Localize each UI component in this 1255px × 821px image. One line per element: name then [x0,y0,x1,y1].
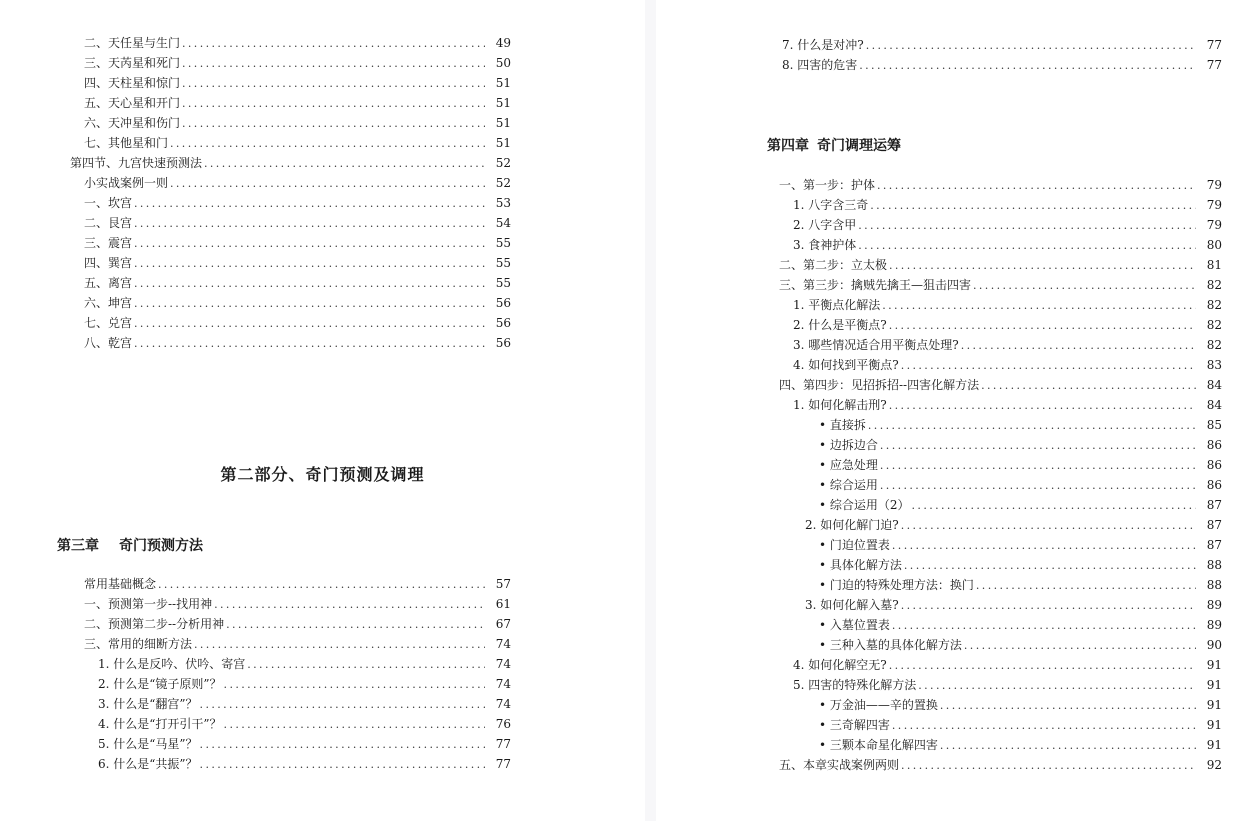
dot-leader [247,655,485,675]
toc-entry-label: 一、第一步：护体 [779,178,876,192]
toc-entry-page-number: 88 [1206,558,1222,572]
toc-entry-page-number: 83 [1206,358,1222,372]
toc-entry-label: • 综合运用（2） [819,498,910,512]
toc-entry[interactable] [779,375,1222,395]
toc-entry[interactable] [70,333,511,353]
dot-leader [170,134,485,154]
toc-entry-page-number: 74 [495,657,511,671]
dot-leader [892,536,1196,556]
toc-entry-page-number: 51 [495,116,511,130]
toc-entry-page-number: 55 [495,236,511,250]
toc-entry-page-number: 79 [1206,218,1222,232]
dot-leader [901,596,1196,616]
dot-leader [200,755,485,775]
toc-entry-label: 3. 什么是“翻宫”？ [98,697,198,711]
toc-entry[interactable] [70,93,511,113]
toc-entry-page-number: 84 [1206,398,1222,412]
dot-leader [204,154,485,174]
dot-leader [892,616,1196,636]
toc-entry[interactable] [70,233,511,253]
toc-entry-page-number: 89 [1206,618,1222,632]
toc-entry[interactable] [84,654,511,674]
toc-entry-label: • 直接拆 [819,418,866,432]
toc-entry-label: 8. 四害的危害 [782,58,858,72]
toc-entry-label: • 三种入墓的具体化解方法 [819,638,962,652]
dot-leader [134,194,485,214]
toc-entry-page-number: 88 [1206,578,1222,592]
dot-leader [170,174,485,194]
toc-entry[interactable] [779,555,1222,575]
toc-entry-page-number: 79 [1206,198,1222,212]
toc-entry-label: 八、乾宫 [84,336,133,350]
toc-entry-page-number: 92 [1206,758,1222,772]
toc-entry[interactable] [84,674,511,694]
dot-leader [880,456,1196,476]
toc-entry-label: 六、天冲星和伤门 [84,116,181,130]
toc-entry-label: 五、本章实战案例两则 [779,758,900,772]
toc-entry-page-number: 74 [495,697,511,711]
dot-leader [889,396,1196,416]
chapter-number: 第三章 [57,538,99,554]
toc-entry[interactable] [768,35,1222,55]
toc-entry-page-number: 91 [1206,658,1222,672]
toc-entry-page-number: 53 [495,196,511,210]
toc-entry-page-number: 91 [1206,678,1222,692]
toc-entry[interactable] [779,615,1222,635]
toc-entry[interactable] [70,273,511,293]
dot-leader [918,676,1196,696]
toc-entry-page-number: 77 [495,737,511,751]
toc-entry[interactable] [768,55,1222,75]
toc-entry-label: 2. 什么是“镜子原则”？ [98,677,222,691]
toc-entry-label: 二、天任星与生门 [84,36,181,50]
toc-entry-label: • 具体化解方法 [819,558,902,572]
dot-leader [901,516,1196,536]
toc-entry[interactable] [779,755,1222,775]
dot-leader [889,316,1196,336]
toc-entry-page-number: 52 [495,176,511,190]
toc-entry[interactable] [779,175,1222,195]
toc-entry-page-number: 51 [495,76,511,90]
dot-leader [182,114,485,134]
dot-leader [134,254,485,274]
toc-entry[interactable] [779,475,1222,495]
toc-entry[interactable] [779,195,1222,215]
toc-entry[interactable] [779,455,1222,475]
toc-entry-label: • 综合运用 [819,478,878,492]
chapter-title: 奇门预测方法 [119,538,203,554]
toc-entry-page-number: 61 [495,597,511,611]
toc-entry-label: 5. 什么是“马星”？ [98,737,198,751]
toc-entry[interactable] [779,255,1222,275]
dot-leader [134,334,485,354]
toc-entry-page-number: 84 [1206,378,1222,392]
toc-entry-label: • 应急处理 [819,458,878,472]
toc-entry[interactable] [779,355,1222,375]
toc-entry-page-number: 87 [1206,538,1222,552]
dot-leader [961,336,1196,356]
toc-entry-label: 四、巽宫 [84,256,133,270]
toc-list-left-top [70,33,511,353]
toc-entry[interactable] [779,715,1222,735]
toc-entry[interactable] [779,335,1222,355]
toc-entry-label: 二、艮宫 [84,216,133,230]
dot-leader [973,276,1196,296]
toc-entry-label: 二、预测第二步--分析用神 [84,617,225,631]
toc-entry[interactable] [70,53,511,73]
toc-entry-page-number: 56 [495,316,511,330]
dot-leader [901,756,1196,776]
dot-leader [870,196,1196,216]
dot-leader [904,556,1196,576]
toc-entry-page-number: 55 [495,276,511,290]
toc-entry[interactable] [70,193,511,213]
dot-leader [182,34,485,54]
toc-entry[interactable] [779,295,1222,315]
toc-entry-label: 三、第三步：擒贼先擒王—狙击四害 [779,278,972,292]
dot-leader [224,675,485,695]
dot-leader [964,636,1196,656]
toc-entry-page-number: 52 [495,156,511,170]
toc-entry-label: 4. 什么是“打开引干”？ [98,717,222,731]
toc-entry-page-number: 80 [1206,238,1222,252]
toc-entry-label: 2. 什么是平衡点? [793,318,887,332]
toc-entry-label: 三、常用的细断方法 [84,637,193,651]
toc-entry-label: • 万金油——辛的置换 [819,698,938,712]
toc-entry-page-number: 51 [495,96,511,110]
toc-list-right-bottom [779,175,1222,775]
toc-entry[interactable] [84,694,511,714]
toc-entry[interactable] [779,235,1222,255]
toc-entry-label: 一、坎宫 [84,196,133,210]
dot-leader [882,296,1196,316]
toc-list-right-top [768,35,1222,75]
toc-entry-page-number: 77 [1206,38,1222,52]
dot-leader [158,575,485,595]
toc-entry[interactable] [84,634,511,654]
toc-entry-label: • 入墓位置表 [819,618,890,632]
dot-leader [940,736,1196,756]
dot-leader [880,476,1196,496]
toc-entry-label: 第四节、九宫快速预测法 [70,156,203,170]
chapter-3-heading [57,535,203,555]
dot-leader [889,256,1196,276]
toc-entry-label: 1. 平衡点化解法 [793,298,881,312]
toc-entry[interactable] [84,754,511,774]
dot-leader [200,695,485,715]
toc-entry[interactable] [779,655,1222,675]
dot-leader [858,216,1196,236]
dot-leader [134,214,485,234]
toc-entry-label: 六、坤宫 [84,296,133,310]
toc-entry-page-number: 77 [1206,58,1222,72]
toc-entry[interactable] [779,515,1222,535]
toc-entry-label: 四、第四步：见招拆招--四害化解方法 [779,378,980,392]
toc-entry[interactable] [70,253,511,273]
toc-entry-page-number: 90 [1206,638,1222,652]
dot-leader [226,615,485,635]
toc-entry[interactable] [84,734,511,754]
toc-entry-label: • 三奇解四害 [819,718,890,732]
toc-entry[interactable] [779,435,1222,455]
dot-leader [200,735,485,755]
toc-entry-page-number: 67 [495,617,511,631]
toc-entry[interactable] [70,313,511,333]
toc-entry[interactable] [779,635,1222,655]
toc-entry[interactable] [779,735,1222,755]
toc-entry-label: 5. 四害的特殊化解方法 [793,678,917,692]
toc-entry-page-number: 79 [1206,178,1222,192]
toc-entry-label: 3. 哪些情况适合用平衡点处理? [793,338,959,352]
toc-entry[interactable] [779,415,1222,435]
toc-entry-page-number: 49 [495,36,511,50]
toc-entry[interactable] [779,535,1222,555]
toc-entry-page-number: 86 [1206,478,1222,492]
dot-leader [892,716,1196,736]
toc-entry-page-number: 57 [495,577,511,591]
toc-entry[interactable] [779,315,1222,335]
dot-leader [868,416,1196,436]
toc-entry[interactable] [779,575,1222,595]
toc-entry-page-number: 86 [1206,458,1222,472]
toc-entry-page-number: 74 [495,637,511,651]
toc-entry[interactable] [779,675,1222,695]
chapter-title: 奇门调理运筹 [817,138,901,154]
toc-list-left-bottom [84,574,511,774]
dot-leader [880,436,1196,456]
toc-entry-label: 4. 如何找到平衡点? [793,358,899,372]
toc-entry-page-number: 74 [495,677,511,691]
toc-entry-label: 1. 如何化解击刑? [793,398,887,412]
toc-entry-label: 五、离宫 [84,276,133,290]
toc-entry-label: 3. 如何化解入墓? [805,598,899,612]
dot-leader [134,294,485,314]
toc-entry-page-number: 91 [1206,738,1222,752]
toc-entry[interactable] [70,113,511,133]
toc-entry-label: 小实战案例一则 [84,176,169,190]
toc-entry-page-number: 87 [1206,498,1222,512]
toc-entry-label: • 门迫的特殊处理方法：换门 [819,578,974,592]
toc-entry-label: 五、天心星和开门 [84,96,181,110]
toc-entry[interactable] [84,714,511,734]
dot-leader [889,656,1196,676]
dot-leader [912,496,1196,516]
toc-entry-label: 4. 如何化解空无? [793,658,887,672]
toc-entry-page-number: 85 [1206,418,1222,432]
part-title: 第二部分、奇门预测及调理 [220,465,425,484]
dot-leader [182,74,485,94]
toc-entry-page-number: 82 [1206,298,1222,312]
toc-entry[interactable] [779,495,1222,515]
toc-entry[interactable] [70,173,511,193]
toc-entry[interactable] [84,574,511,594]
chapter-number: 第四章 [767,138,809,154]
toc-entry-label: 7. 什么是对冲? [782,38,864,52]
dot-leader [224,715,485,735]
toc-entry-page-number: 54 [495,216,511,230]
toc-entry-label: • 门迫位置表 [819,538,890,552]
toc-entry-label: 常用基础概念 [84,577,157,591]
toc-entry[interactable] [779,215,1222,235]
toc-entry-page-number: 56 [495,296,511,310]
dot-leader [901,356,1196,376]
toc-entry[interactable] [779,275,1222,295]
dot-leader [940,696,1196,716]
toc-entry-page-number: 89 [1206,598,1222,612]
toc-entry[interactable] [779,595,1222,615]
dot-leader [214,595,485,615]
toc-entry-page-number: 56 [495,336,511,350]
toc-entry-page-number: 77 [495,757,511,771]
dot-leader [194,635,485,655]
dot-leader [182,94,485,114]
toc-entry[interactable] [70,213,511,233]
toc-entry-label: 3. 食神护体 [793,238,857,252]
toc-entry-label: 1. 八字含三奇 [793,198,869,212]
toc-entry-page-number: 87 [1206,518,1222,532]
toc-entry-page-number: 91 [1206,718,1222,732]
toc-entry-label: 四、天柱星和惊门 [84,76,181,90]
toc-entry-label: • 边拆边合 [819,438,878,452]
dot-leader [182,54,485,74]
toc-entry-label: 七、兑宫 [84,316,133,330]
toc-entry-label: • 三颗本命星化解四害 [819,738,938,752]
toc-entry-page-number: 86 [1206,438,1222,452]
dot-leader [981,376,1196,396]
toc-entry-page-number: 55 [495,256,511,270]
toc-entry[interactable] [84,614,511,634]
chapter-4-heading [767,135,901,155]
toc-entry-page-number: 50 [495,56,511,70]
dot-leader [976,576,1196,596]
toc-entry-page-number: 51 [495,136,511,150]
page-gutter [645,0,656,821]
toc-entry-label: 七、其他星和门 [84,136,169,150]
dot-leader [134,274,485,294]
toc-entry-label: 1. 什么是反吟、伏吟、寄宫 [98,657,246,671]
dot-leader [134,234,485,254]
toc-entry[interactable] [779,695,1222,715]
dot-leader [866,36,1196,56]
toc-entry-page-number: 81 [1206,258,1222,272]
toc-entry[interactable] [70,153,511,173]
toc-entry[interactable] [70,33,511,53]
dot-leader [877,176,1196,196]
dot-leader [859,56,1196,76]
toc-entry[interactable] [70,133,511,153]
toc-entry-label: 2. 八字含甲 [793,218,857,232]
dot-leader [134,314,485,334]
toc-entry[interactable] [70,73,511,93]
toc-entry-label: 6. 什么是“共振”？ [98,757,198,771]
toc-entry-label: 三、天芮星和死门 [84,56,181,70]
toc-entry-label: 二、第二步：立太极 [779,258,888,272]
toc-entry[interactable] [84,594,511,614]
toc-entry[interactable] [779,395,1222,415]
toc-entry-page-number: 76 [495,717,511,731]
dot-leader [858,236,1196,256]
toc-entry-page-number: 82 [1206,318,1222,332]
toc-entry-page-number: 82 [1206,278,1222,292]
toc-entry-page-number: 82 [1206,338,1222,352]
toc-entry-page-number: 91 [1206,698,1222,712]
toc-entry-label: 三、震宫 [84,236,133,250]
toc-entry[interactable] [70,293,511,313]
toc-entry-label: 一、预测第一步--找用神 [84,597,213,611]
toc-entry-label: 2. 如何化解门迫? [805,518,899,532]
